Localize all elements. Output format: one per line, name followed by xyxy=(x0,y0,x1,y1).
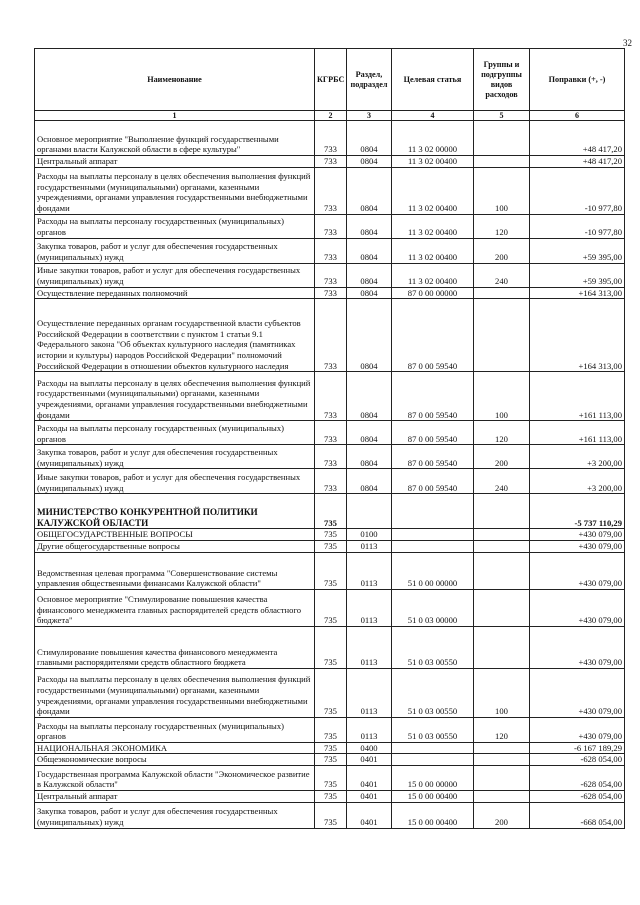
row-amendment-amount: +164 313,00 xyxy=(530,299,625,372)
header-amendments: Поправки (+, -) xyxy=(530,49,625,111)
row-kgrbs: 735 xyxy=(315,754,347,766)
table-row xyxy=(35,263,625,287)
row-expense-group xyxy=(474,790,530,802)
row-amendment-amount: +59 395,00 xyxy=(530,238,625,263)
row-section: 0401 xyxy=(347,765,392,790)
row-target-article: 87 0 00 59540 xyxy=(392,299,474,372)
row-name: Расходы на выплаты персоналу в целях обеспечения выполнения функций государственными (муниципальными) органами, казенными учреждениями, органами управления государственными внебюджетными фондами xyxy=(35,372,315,421)
row-kgrbs: 733 xyxy=(315,167,347,214)
row-section: 0804 xyxy=(347,372,392,421)
budget-amendments-table xyxy=(34,48,625,829)
row-expense-group xyxy=(474,494,530,529)
row-name: Основное мероприятие "Стимулирование повышения качества финансового менеджмента главных распорядителей средств областного бюджета" xyxy=(35,589,315,626)
table-body xyxy=(35,121,625,829)
row-target-article: 87 0 00 59540 xyxy=(392,372,474,421)
row-kgrbs: 735 xyxy=(315,552,347,589)
header-kgrbs: КГРБС xyxy=(315,49,347,111)
row-amendment-amount: +48 417,20 xyxy=(530,121,625,156)
row-kgrbs: 733 xyxy=(315,238,347,263)
row-expense-group xyxy=(474,742,530,754)
table-row xyxy=(35,372,625,421)
row-name: Государственная программа Калужской области "Экономическое развитие в Калужской области" xyxy=(35,765,315,790)
row-name: Расходы на выплаты персоналу в целях обеспечения выполнения функций государственными (муниципальными) органами, казенными учреждениями, органами управления государственными внебюджетными фондами xyxy=(35,167,315,214)
row-section: 0804 xyxy=(347,238,392,263)
row-expense-group xyxy=(474,626,530,668)
row-kgrbs: 733 xyxy=(315,121,347,156)
column-number: 2 xyxy=(315,111,347,121)
table-row xyxy=(35,552,625,589)
row-section: 0804 xyxy=(347,214,392,238)
row-expense-group xyxy=(474,299,530,372)
row-expense-group xyxy=(474,765,530,790)
row-expense-group xyxy=(474,287,530,299)
row-target-article: 51 0 03 00550 xyxy=(392,717,474,742)
row-section: 0401 xyxy=(347,802,392,828)
row-expense-group: 200 xyxy=(474,238,530,263)
column-number: 1 xyxy=(35,111,315,121)
header-target: Целевая статья xyxy=(392,49,474,111)
row-name: Расходы на выплаты персоналу в целях обеспечения выполнения функций государственными (муниципальными) органами, казенными учреждениями, органами управления государственными внебюджетными фондами xyxy=(35,668,315,717)
row-expense-group: 240 xyxy=(474,469,530,494)
header-section: Раздел, подраздел xyxy=(347,49,392,111)
row-kgrbs: 735 xyxy=(315,668,347,717)
row-amendment-amount: -10 977,80 xyxy=(530,167,625,214)
header-row xyxy=(35,49,625,111)
row-kgrbs: 733 xyxy=(315,372,347,421)
row-expense-group: 100 xyxy=(474,167,530,214)
row-amendment-amount: +161 113,00 xyxy=(530,372,625,421)
row-section xyxy=(347,494,392,529)
table-row xyxy=(35,589,625,626)
row-amendment-amount: +430 079,00 xyxy=(530,529,625,541)
row-expense-group xyxy=(474,552,530,589)
row-section: 0804 xyxy=(347,469,392,494)
row-kgrbs: 733 xyxy=(315,287,347,299)
row-target-article: 15 0 00 00400 xyxy=(392,802,474,828)
row-section: 0401 xyxy=(347,754,392,766)
row-section: 0113 xyxy=(347,552,392,589)
row-name: Осуществление переданных полномочий xyxy=(35,287,315,299)
row-target-article: 11 3 02 00400 xyxy=(392,238,474,263)
table-row xyxy=(35,540,625,552)
row-target-article: 15 0 00 00000 xyxy=(392,765,474,790)
row-target-article: 15 0 00 00400 xyxy=(392,790,474,802)
row-section: 0804 xyxy=(347,299,392,372)
row-section: 0804 xyxy=(347,421,392,445)
row-target-article: 87 0 00 59540 xyxy=(392,469,474,494)
row-section: 0401 xyxy=(347,790,392,802)
row-name: Общеэкономические вопросы xyxy=(35,754,315,766)
table-row xyxy=(35,445,625,469)
row-kgrbs: 733 xyxy=(315,469,347,494)
table-row xyxy=(35,299,625,372)
row-expense-group xyxy=(474,540,530,552)
table-row xyxy=(35,742,625,754)
row-amendment-amount: -6 167 189,29 xyxy=(530,742,625,754)
table-row xyxy=(35,802,625,828)
row-target-article: 87 0 00 59540 xyxy=(392,445,474,469)
table-row xyxy=(35,765,625,790)
row-name: Центральный аппарат xyxy=(35,156,315,168)
row-section: 0113 xyxy=(347,717,392,742)
row-name: Осуществление переданных органам государственной власти субъектов Российской Федерации в соответствии с пунктом 1 статьи 9.1 Федерального закона "Об объектах культурного наследия (памятниках истории и культуры) народов Российской Федерации" полномочий Российской Федерации в отношении объектов культурного наследия xyxy=(35,299,315,372)
table-row xyxy=(35,754,625,766)
row-name: МИНИСТЕРСТВО КОНКУРЕНТНОЙ ПОЛИТИКИ КАЛУЖСКОЙ ОБЛАСТИ xyxy=(35,494,315,529)
row-target-article xyxy=(392,494,474,529)
column-number: 3 xyxy=(347,111,392,121)
row-amendment-amount: +430 079,00 xyxy=(530,589,625,626)
row-amendment-amount: -628 054,00 xyxy=(530,790,625,802)
row-target-article: 11 3 02 00400 xyxy=(392,156,474,168)
table-row xyxy=(35,421,625,445)
row-name: Основное мероприятие "Выполнение функций государственными органами власти Калужской области в сфере культуры" xyxy=(35,121,315,156)
row-name: Закупка товаров, работ и услуг для обеспечения государственных (муниципальных) нужд xyxy=(35,802,315,828)
row-kgrbs: 733 xyxy=(315,421,347,445)
row-name: Расходы на выплаты персоналу государственных (муниципальных) органов xyxy=(35,717,315,742)
row-section: 0804 xyxy=(347,445,392,469)
row-target-article: 51 0 03 00550 xyxy=(392,668,474,717)
row-amendment-amount: +161 113,00 xyxy=(530,421,625,445)
row-name: Закупка товаров, работ и услуг для обеспечения государственных (муниципальных) нужд xyxy=(35,445,315,469)
row-name: Центральный аппарат xyxy=(35,790,315,802)
row-target-article: 11 3 02 00000 xyxy=(392,121,474,156)
row-amendment-amount: -628 054,00 xyxy=(530,754,625,766)
row-kgrbs: 733 xyxy=(315,445,347,469)
row-section: 0804 xyxy=(347,121,392,156)
row-expense-group: 100 xyxy=(474,668,530,717)
row-expense-group xyxy=(474,529,530,541)
row-target-article: 11 3 02 00400 xyxy=(392,167,474,214)
row-amendment-amount: +430 079,00 xyxy=(530,717,625,742)
row-amendment-amount: +3 200,00 xyxy=(530,445,625,469)
row-name: ОБЩЕГОСУДАРСТВЕННЫЕ ВОПРОСЫ xyxy=(35,529,315,541)
row-expense-group xyxy=(474,589,530,626)
header-groups: Группы и подгруппы видов расходов xyxy=(474,49,530,111)
row-name: Другие общегосударственные вопросы xyxy=(35,540,315,552)
row-kgrbs: 735 xyxy=(315,540,347,552)
row-section: 0113 xyxy=(347,589,392,626)
row-expense-group: 200 xyxy=(474,802,530,828)
row-section: 0113 xyxy=(347,626,392,668)
column-number: 5 xyxy=(474,111,530,121)
row-kgrbs: 733 xyxy=(315,299,347,372)
row-expense-group xyxy=(474,754,530,766)
table-row xyxy=(35,167,625,214)
row-expense-group: 240 xyxy=(474,263,530,287)
row-kgrbs: 735 xyxy=(315,802,347,828)
row-kgrbs: 735 xyxy=(315,589,347,626)
column-number-row xyxy=(35,111,625,121)
row-section: 0804 xyxy=(347,167,392,214)
row-section: 0100 xyxy=(347,529,392,541)
table-row xyxy=(35,287,625,299)
row-expense-group xyxy=(474,121,530,156)
row-amendment-amount: +164 313,00 xyxy=(530,287,625,299)
row-target-article: 11 3 02 00400 xyxy=(392,214,474,238)
row-section: 0804 xyxy=(347,287,392,299)
row-kgrbs: 735 xyxy=(315,742,347,754)
row-kgrbs: 733 xyxy=(315,156,347,168)
row-name: Закупка товаров, работ и услуг для обеспечения государственных (муниципальных) нужд xyxy=(35,238,315,263)
row-kgrbs: 733 xyxy=(315,214,347,238)
row-kgrbs: 735 xyxy=(315,717,347,742)
row-target-article: 87 0 00 59540 xyxy=(392,421,474,445)
row-target-article: 51 0 03 00550 xyxy=(392,626,474,668)
column-number: 4 xyxy=(392,111,474,121)
row-expense-group: 120 xyxy=(474,421,530,445)
row-amendment-amount: -10 977,80 xyxy=(530,214,625,238)
row-section: 0804 xyxy=(347,156,392,168)
table-row xyxy=(35,717,625,742)
row-target-article: 51 0 00 00000 xyxy=(392,552,474,589)
table-row xyxy=(35,214,625,238)
row-amendment-amount: -5 737 110,29 xyxy=(530,494,625,529)
table-row xyxy=(35,790,625,802)
row-section: 0113 xyxy=(347,668,392,717)
row-name: Расходы на выплаты персоналу государственных (муниципальных) органов xyxy=(35,421,315,445)
row-kgrbs: 735 xyxy=(315,626,347,668)
row-section: 0113 xyxy=(347,540,392,552)
table-row xyxy=(35,626,625,668)
row-name: Стимулирование повышения качества финансового менеджмента главными распорядителями средств областного бюджета xyxy=(35,626,315,668)
row-expense-group: 120 xyxy=(474,214,530,238)
row-amendment-amount: +430 079,00 xyxy=(530,552,625,589)
table-row xyxy=(35,494,625,529)
row-amendment-amount: +3 200,00 xyxy=(530,469,625,494)
row-target-article xyxy=(392,540,474,552)
row-kgrbs: 735 xyxy=(315,529,347,541)
row-expense-group: 100 xyxy=(474,372,530,421)
row-amendment-amount: -668 054,00 xyxy=(530,802,625,828)
table-row xyxy=(35,469,625,494)
row-amendment-amount: +430 079,00 xyxy=(530,540,625,552)
row-kgrbs: 735 xyxy=(315,790,347,802)
row-target-article xyxy=(392,529,474,541)
column-number: 6 xyxy=(530,111,625,121)
row-section: 0804 xyxy=(347,263,392,287)
row-kgrbs: 735 xyxy=(315,494,347,529)
row-target-article: 11 3 02 00400 xyxy=(392,263,474,287)
row-section: 0400 xyxy=(347,742,392,754)
row-target-article: 87 0 00 00000 xyxy=(392,287,474,299)
table-row xyxy=(35,529,625,541)
row-expense-group: 200 xyxy=(474,445,530,469)
row-name: НАЦИОНАЛЬНАЯ ЭКОНОМИКА xyxy=(35,742,315,754)
row-name: Иные закупки товаров, работ и услуг для обеспечения государственных (муниципальных) нужд xyxy=(35,263,315,287)
row-expense-group: 120 xyxy=(474,717,530,742)
row-target-article xyxy=(392,754,474,766)
page-number: 32 xyxy=(623,38,632,48)
row-amendment-amount: +59 395,00 xyxy=(530,263,625,287)
row-kgrbs: 735 xyxy=(315,765,347,790)
row-kgrbs: 733 xyxy=(315,263,347,287)
table-row xyxy=(35,238,625,263)
table-row xyxy=(35,121,625,156)
table-row xyxy=(35,156,625,168)
table-row xyxy=(35,668,625,717)
header-name: Наименование xyxy=(35,49,315,111)
row-target-article xyxy=(392,742,474,754)
row-expense-group xyxy=(474,156,530,168)
row-target-article: 51 0 03 00000 xyxy=(392,589,474,626)
row-name: Ведомственная целевая программа "Совершенствование системы управления общественными финансами Калужской области" xyxy=(35,552,315,589)
row-amendment-amount: +430 079,00 xyxy=(530,626,625,668)
row-name: Расходы на выплаты персоналу государственных (муниципальных) органов xyxy=(35,214,315,238)
row-name: Иные закупки товаров, работ и услуг для обеспечения государственных (муниципальных) нужд xyxy=(35,469,315,494)
row-amendment-amount: -628 054,00 xyxy=(530,765,625,790)
row-amendment-amount: +430 079,00 xyxy=(530,668,625,717)
row-amendment-amount: +48 417,20 xyxy=(530,156,625,168)
